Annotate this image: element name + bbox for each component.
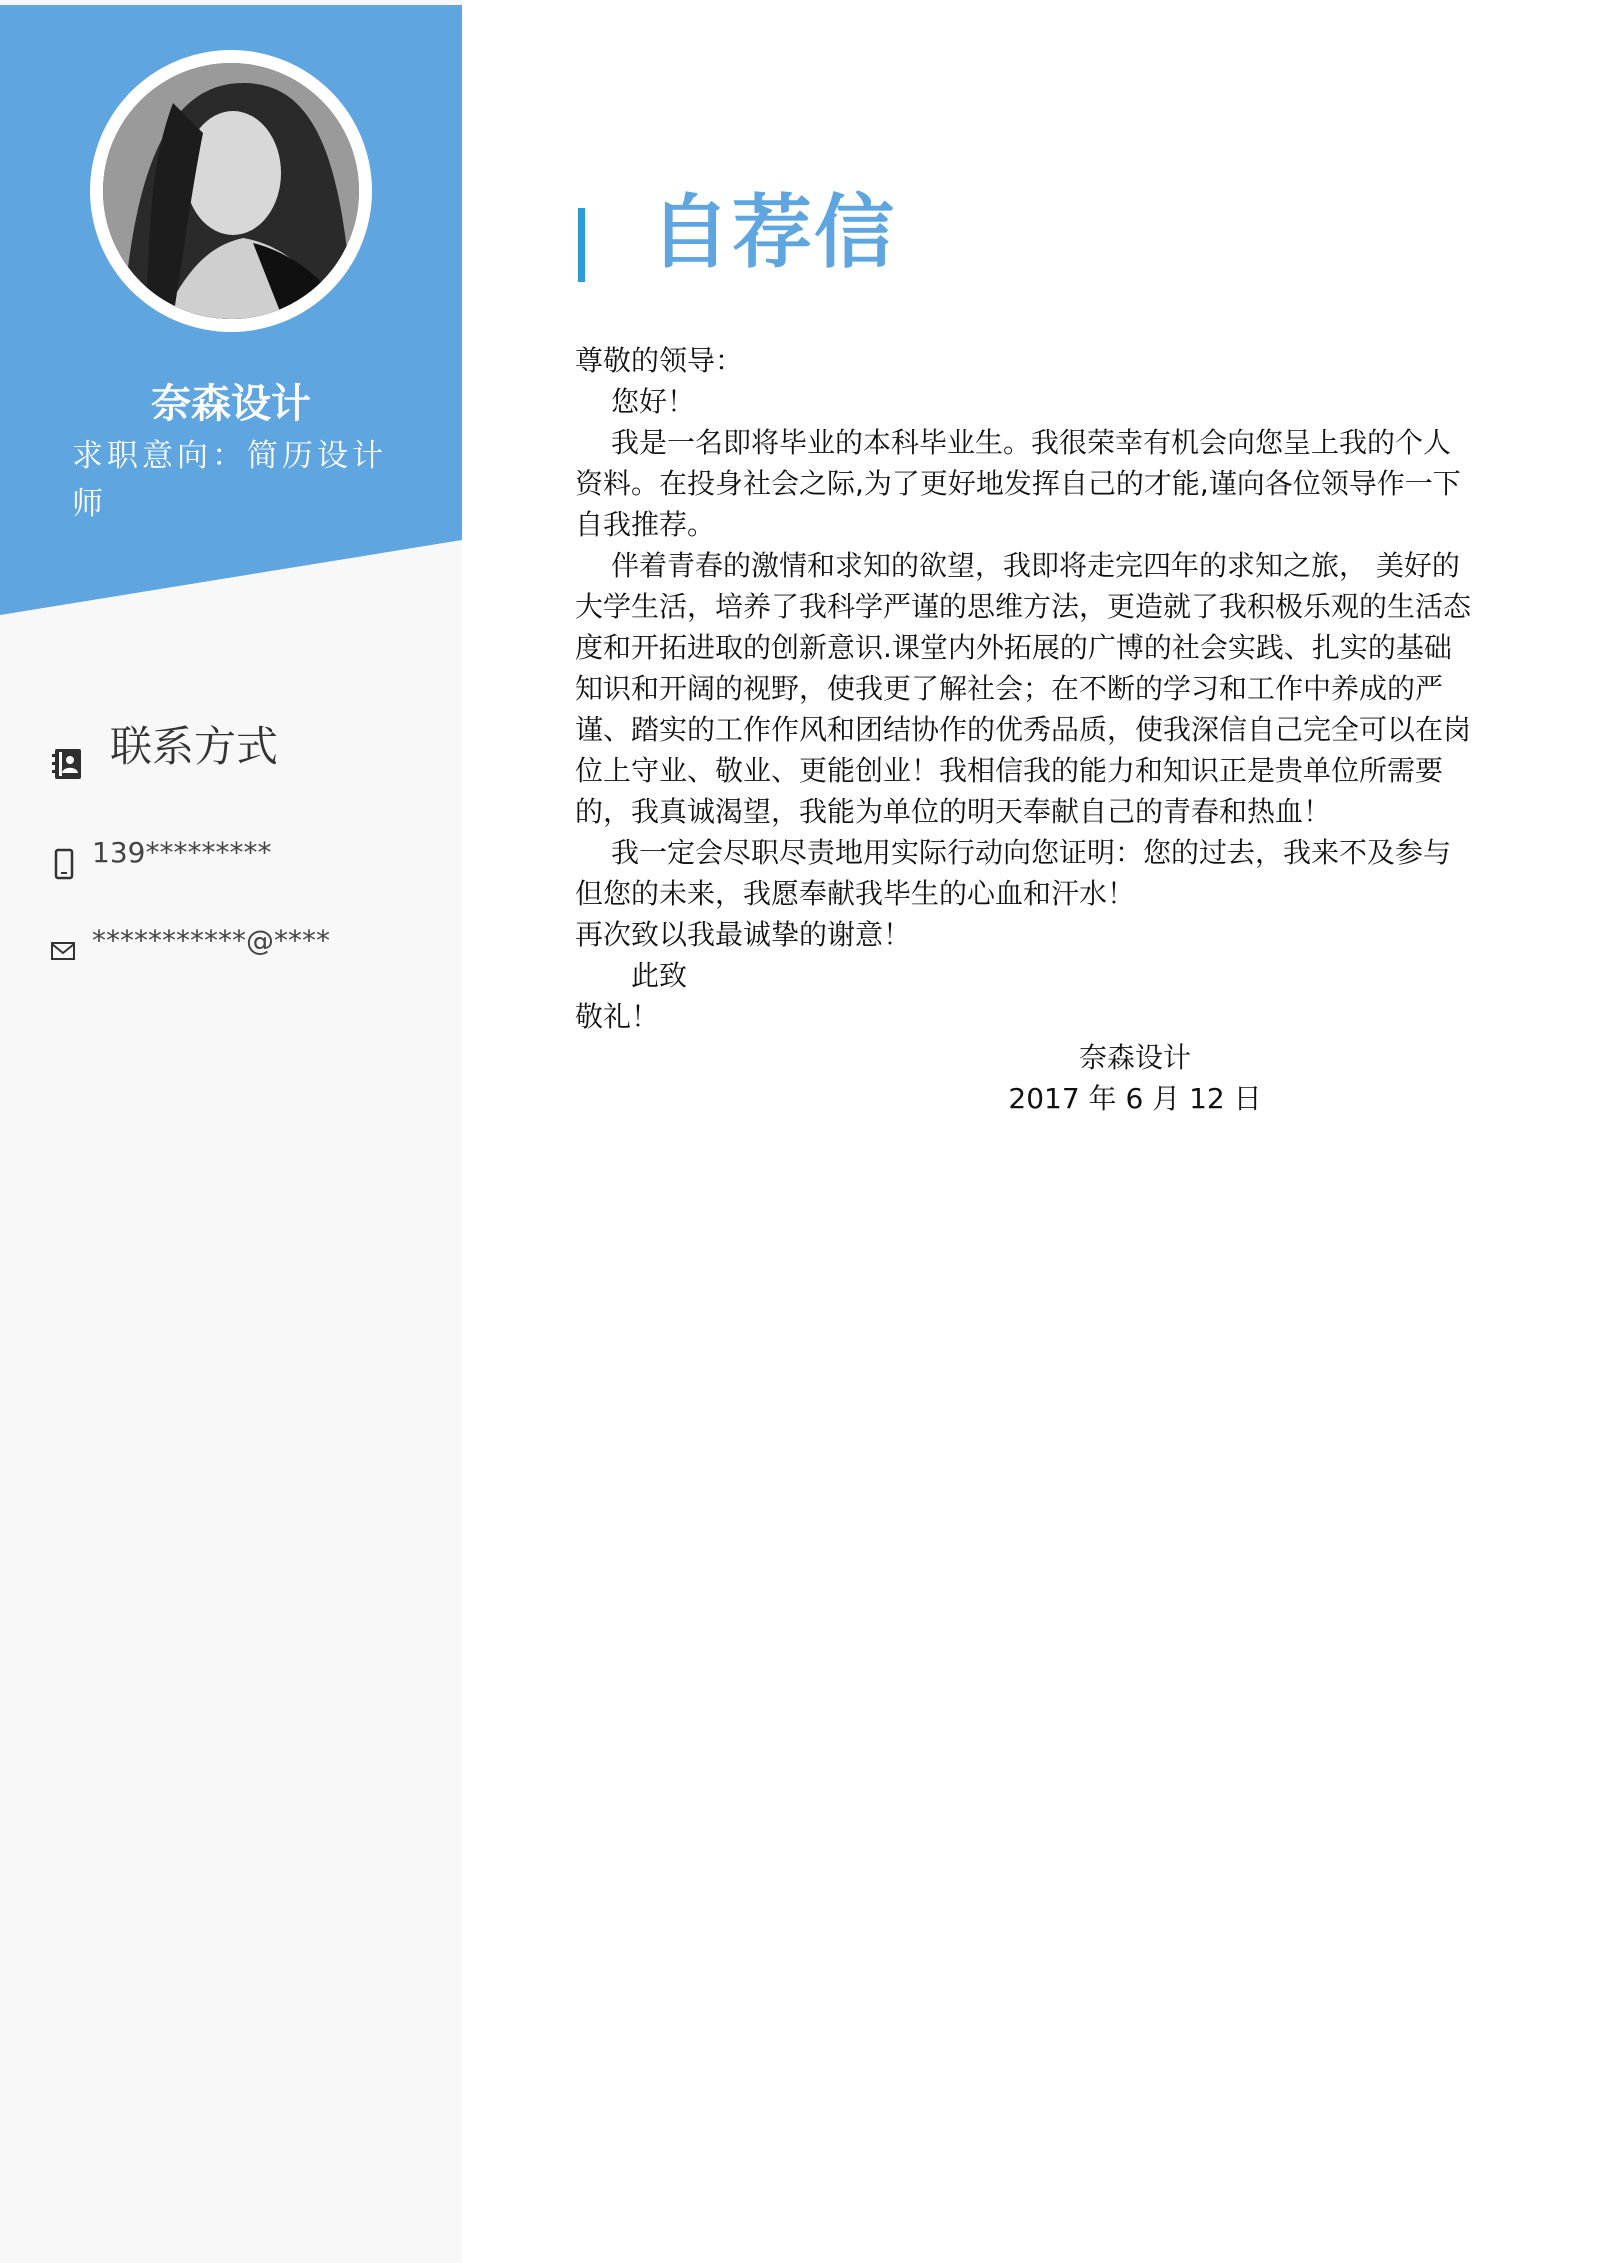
envelope-icon: [50, 934, 78, 970]
phone-number: 139*********: [92, 836, 272, 869]
letter-body: [575, 340, 1475, 1119]
contact-title: 联系方式: [110, 722, 279, 771]
avatar-photo: [103, 63, 359, 319]
portrait-image: [103, 63, 359, 319]
letter-closing-2: 敬礼！: [575, 1000, 660, 1033]
letter-signature: 奈森设计: [1078, 1041, 1191, 1074]
letter-paragraph: 我一定会尽职尽责地用实际行动向您证明：您的过去，我来不及参与但您的未来，我愿奉献我毕生的心血和汗水！: [575, 836, 1452, 910]
email-address: ***********@****: [92, 924, 330, 957]
letter-paragraph: 我是一名即将毕业的本科毕业生。我很荣幸有机会向您呈上我的个人资料。在投身社会之际,为了更好地发挥自己的才能,谨向各位领导作一下自我推荐。: [575, 426, 1461, 541]
avatar: [90, 50, 372, 332]
letter-paragraph: 伴着青春的激情和求知的欲望，我即将走完四年的求知之旅， 美好的大学生活，培养了我科学严谨的思维方法，更造就了我积极乐观的生活态度和开拓进取的创新意识.课堂内外拓展的广博的社会实践、扎实的基础知识和开阔的视野，使我更了解社会；在不断的学习和工作中养成的严谨、踏实的工作作风和团结协作的优秀品质，使我深信自己完全可以在岗位上守业、敬业、更能创业！我相信我的能力和知识正是贵单位所需要的，我真诚渴望，我能为单位的明天奉献自己的青春和热血！: [575, 549, 1472, 828]
letter-title: 自荐信: [650, 186, 896, 279]
phone-icon: [50, 846, 78, 882]
contact-book-icon: [52, 747, 86, 781]
letter-date: 2017 年 6 月 12 日: [1008, 1082, 1262, 1115]
sidebar: [0, 0, 462, 2263]
title-accent-bar: [578, 208, 585, 282]
letter-closing-1: 此致: [631, 959, 688, 992]
letter-thanks: 再次致以我最诚挚的谢意！: [575, 918, 912, 951]
letter-salutation: 尊敬的领导：: [575, 344, 744, 377]
letter-greeting: 您好！: [611, 385, 696, 418]
job-intention: 求职意向：简历设计师: [72, 438, 387, 522]
candidate-name: 奈森设计: [151, 381, 311, 427]
